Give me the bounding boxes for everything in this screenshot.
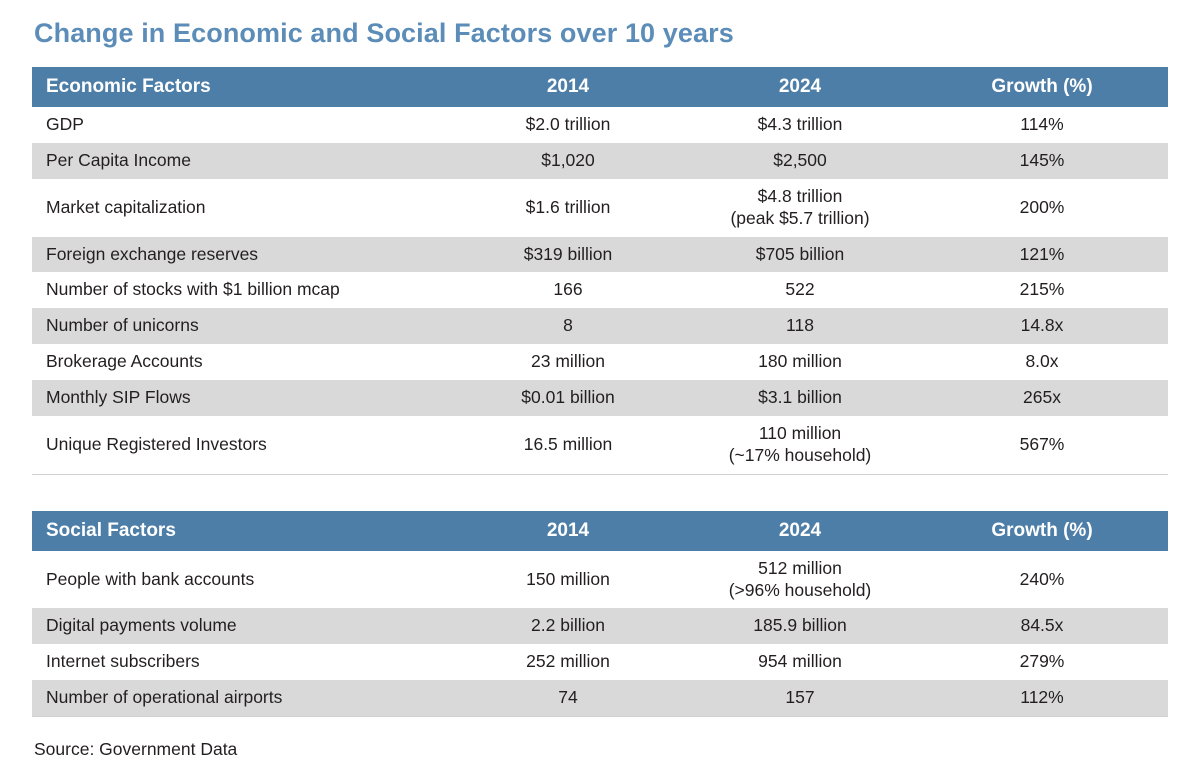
table-row xyxy=(32,608,1168,644)
social-factors-body xyxy=(32,551,1168,717)
cell-2014: 16.5 million xyxy=(452,416,684,474)
cell-2024-note: (~17% household) xyxy=(728,444,872,465)
cell-growth: 567% xyxy=(916,416,1168,474)
column-header-2024: 2024 xyxy=(684,67,916,107)
column-header-category: Social Factors xyxy=(32,511,452,551)
row-label: Digital payments volume xyxy=(32,608,452,644)
cell-2014: 166 xyxy=(452,272,684,308)
cell-2024-note: (peak $5.7 trillion) xyxy=(730,207,870,228)
cell-2014: $319 billion xyxy=(452,237,684,273)
table-row xyxy=(32,416,1168,474)
table-header-row xyxy=(32,511,1168,551)
row-label: People with bank accounts xyxy=(32,551,452,609)
cell-growth: 121% xyxy=(916,237,1168,273)
cell-2014: 74 xyxy=(452,680,684,716)
row-label: Market capitalization xyxy=(32,179,452,237)
cell-growth: 14.8x xyxy=(916,308,1168,344)
table-row xyxy=(32,179,1168,237)
economic-factors-body xyxy=(32,107,1168,474)
table-row xyxy=(32,143,1168,179)
cell-growth: 265x xyxy=(916,380,1168,416)
row-label: GDP xyxy=(32,107,452,143)
cell-2024-value: $4.8 trillion xyxy=(757,185,843,206)
cell-2024: 522 xyxy=(684,272,916,308)
row-label: Number of stocks with $1 billion mcap xyxy=(32,272,452,308)
cell-2024: $4.3 trillion xyxy=(684,107,916,143)
table-row xyxy=(32,380,1168,416)
social-factors-table xyxy=(32,511,1168,717)
table-header-row xyxy=(32,67,1168,107)
table-row xyxy=(32,308,1168,344)
cell-2014: 252 million xyxy=(452,644,684,680)
cell-2024 xyxy=(684,179,916,237)
cell-growth: 279% xyxy=(916,644,1168,680)
column-header-2014: 2014 xyxy=(452,511,684,551)
cell-growth: 114% xyxy=(916,107,1168,143)
cell-2024 xyxy=(684,551,916,609)
cell-2014: 2.2 billion xyxy=(452,608,684,644)
cell-2014: 150 million xyxy=(452,551,684,609)
source-note: Source: Government Data xyxy=(34,739,238,759)
row-label: Number of unicorns xyxy=(32,308,452,344)
cell-2014: $1,020 xyxy=(452,143,684,179)
cell-2014: $1.6 trillion xyxy=(452,179,684,237)
table-row xyxy=(32,551,1168,609)
cell-2014: 23 million xyxy=(452,344,684,380)
cell-2024: 118 xyxy=(684,308,916,344)
cell-2024: $705 billion xyxy=(684,237,916,273)
cell-2024 xyxy=(684,416,916,474)
economic-factors-table xyxy=(32,67,1168,475)
column-header-2014: 2014 xyxy=(452,67,684,107)
cell-growth: 200% xyxy=(916,179,1168,237)
cell-growth: 112% xyxy=(916,680,1168,716)
cell-2024: 180 million xyxy=(684,344,916,380)
row-label: Per Capita Income xyxy=(32,143,452,179)
cell-growth: 84.5x xyxy=(916,608,1168,644)
cell-2024-note: (>96% household) xyxy=(728,579,872,600)
table-row xyxy=(32,272,1168,308)
cell-2024-value: 110 million xyxy=(758,422,842,443)
cell-2014: $2.0 trillion xyxy=(452,107,684,143)
cell-2014: $0.01 billion xyxy=(452,380,684,416)
cell-growth: 8.0x xyxy=(916,344,1168,380)
table-row xyxy=(32,237,1168,273)
cell-growth: 240% xyxy=(916,551,1168,609)
cell-2024: $2,500 xyxy=(684,143,916,179)
row-label: Internet subscribers xyxy=(32,644,452,680)
row-label: Brokerage Accounts xyxy=(32,344,452,380)
column-header-growth: Growth (%) xyxy=(916,67,1168,107)
row-label: Number of operational airports xyxy=(32,680,452,716)
table-row xyxy=(32,107,1168,143)
table-gap xyxy=(32,475,1168,511)
cell-growth: 215% xyxy=(916,272,1168,308)
cell-2024-value: 512 million xyxy=(758,557,842,578)
cell-2024: 157 xyxy=(684,680,916,716)
page-title: Change in Economic and Social Factors over 10 years xyxy=(34,18,734,48)
column-header-category: Economic Factors xyxy=(32,67,452,107)
row-label: Monthly SIP Flows xyxy=(32,380,452,416)
cell-2024: 954 million xyxy=(684,644,916,680)
cell-2024: 185.9 billion xyxy=(684,608,916,644)
table-row xyxy=(32,680,1168,716)
cell-2024: $3.1 billion xyxy=(684,380,916,416)
column-header-growth: Growth (%) xyxy=(916,511,1168,551)
row-label: Foreign exchange reserves xyxy=(32,237,452,273)
table-row xyxy=(32,344,1168,380)
column-header-2024: 2024 xyxy=(684,511,916,551)
row-label: Unique Registered Investors xyxy=(32,416,452,474)
table-row xyxy=(32,644,1168,680)
cell-growth: 145% xyxy=(916,143,1168,179)
cell-2014: 8 xyxy=(452,308,684,344)
